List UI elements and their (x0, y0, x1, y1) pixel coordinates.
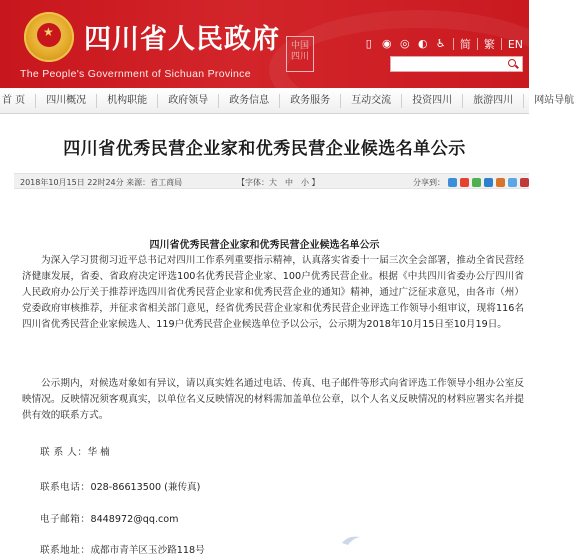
share-more-icon[interactable] (520, 178, 529, 187)
nav-item-interaction[interactable]: 互动交流 (341, 94, 402, 108)
contact-person (40, 444, 110, 458)
share-renren-icon[interactable] (496, 178, 505, 187)
share-douban-icon[interactable] (508, 178, 517, 187)
article-paragraph-1: 为深入学习贯彻习近平总书记对四川工作系列重要指示精神，认真落实省委十一届三次全会部署，推动全省民营经济健康发展，省委、省政府决定评选100名优秀民营企业家、100户优秀民营企业。根据《中共四川省委办公厅四川省人民政府办公厅关于推荐评选四川省优秀民营企业家和优秀民营企业的通知》精神，通过广泛征求意见，由各市（州）党委政府审核推荐，并征求省相关部门意见，经省优秀民营企业家和优秀民营企业评选工作领导小组审议，现将116名四川省优秀民营企业家候选人、119户优秀民营企业候选单位予以公示，公示期为2018年10月15日至10月19日。 (22, 255, 524, 330)
contact-person-value: 华 楠 (87, 447, 110, 458)
nav-item-gov-services[interactable]: 政务服务 (280, 94, 341, 108)
divider (501, 38, 502, 50)
national-emblem-icon[interactable]: ★ (24, 12, 74, 62)
contact-email (40, 511, 179, 525)
accessibility-icon[interactable]: ♿ (435, 37, 446, 50)
mobile-icon[interactable]: ▯ (365, 37, 372, 50)
weibo-icon[interactable]: ◉ (382, 37, 392, 50)
publish-date: 2018年10月15日 22时24分 (20, 178, 124, 187)
lang-traditional-link[interactable]: 繁 (483, 38, 495, 51)
nav-item-sitemap[interactable]: 网站导航 (534, 94, 575, 106)
site-header (0, 0, 529, 88)
nav-item-institutions[interactable]: 机构职能 (97, 94, 158, 108)
article-heading: 四川省优秀民营企业家和优秀民营企业候选名单公示 (149, 240, 380, 251)
contact-address-value: 成都市青羊区玉沙路118号 (90, 545, 205, 556)
nav-item-gov-info[interactable]: 政务信息 (219, 94, 280, 108)
nav-item-leaders[interactable]: 政府领导 (158, 94, 219, 108)
china-sichuan-stamp: 中国四川 (286, 36, 314, 72)
contact-address (40, 542, 205, 556)
page-title: 四川省优秀民营企业家和优秀民营企业候选名单公示 (63, 139, 466, 159)
contact-phone-label: 联系电话： (40, 482, 91, 493)
lang-simplified-link[interactable]: 简 (459, 38, 471, 51)
share-wechat-icon[interactable] (472, 178, 481, 187)
share-qzone-icon[interactable] (448, 178, 457, 187)
search-box (390, 56, 523, 72)
nav-item-invest[interactable]: 投资四川 (402, 94, 463, 108)
divider (453, 38, 454, 50)
lang-english-link[interactable]: EN (507, 37, 523, 51)
rss-icon[interactable]: ◐ (418, 37, 428, 50)
site-title[interactable]: 四川省人民政府 (84, 24, 280, 55)
search-icon[interactable] (506, 57, 520, 71)
contact-phone (40, 479, 200, 493)
article-source: 来源：省工商局 (126, 178, 183, 187)
share-bar (413, 177, 529, 188)
share-weibo-icon[interactable] (460, 178, 469, 187)
contact-email-value[interactable]: 8448972@qq.com (90, 514, 179, 525)
main-nav (0, 88, 575, 114)
watermark-logo-icon (340, 533, 362, 547)
contact-address-label: 联系地址： (40, 545, 91, 556)
utility-bar (363, 36, 523, 52)
article-meta-bar (14, 173, 529, 189)
contact-phone-value: 028-86613500 (兼传真) (90, 482, 201, 493)
font-size-controls[interactable]: 【字体：大 中 小 】 (237, 178, 320, 187)
share-tencent-icon[interactable] (484, 178, 493, 187)
nav-item-travel[interactable]: 旅游四川 (463, 94, 524, 108)
site-subtitle: The People's Government of Sichuan Province (20, 68, 251, 80)
contact-email-label: 电子邮箱： (40, 514, 91, 525)
article-paragraph-2: 公示期内，对候选对象如有异议，请以真实姓名通过电话、传真、电子邮件等形式向省评选工作领导小组办公室反映情况。反映情况须客观真实，以单位名义反映情况的材料需加盖单位公章，以个人名义反映情况的材料应署实名并提供有效的联系方式。 (22, 378, 524, 421)
nav-item-home[interactable]: 首 页 (0, 94, 36, 108)
search-input[interactable] (394, 57, 506, 71)
divider (477, 38, 478, 50)
article-meta (20, 177, 182, 188)
contact-person-label: 联 系 人： (40, 447, 88, 458)
wechat-icon[interactable]: ◎ (400, 37, 410, 50)
share-label: 分享到： (413, 178, 445, 187)
nav-item-overview[interactable]: 四川概况 (36, 94, 97, 108)
